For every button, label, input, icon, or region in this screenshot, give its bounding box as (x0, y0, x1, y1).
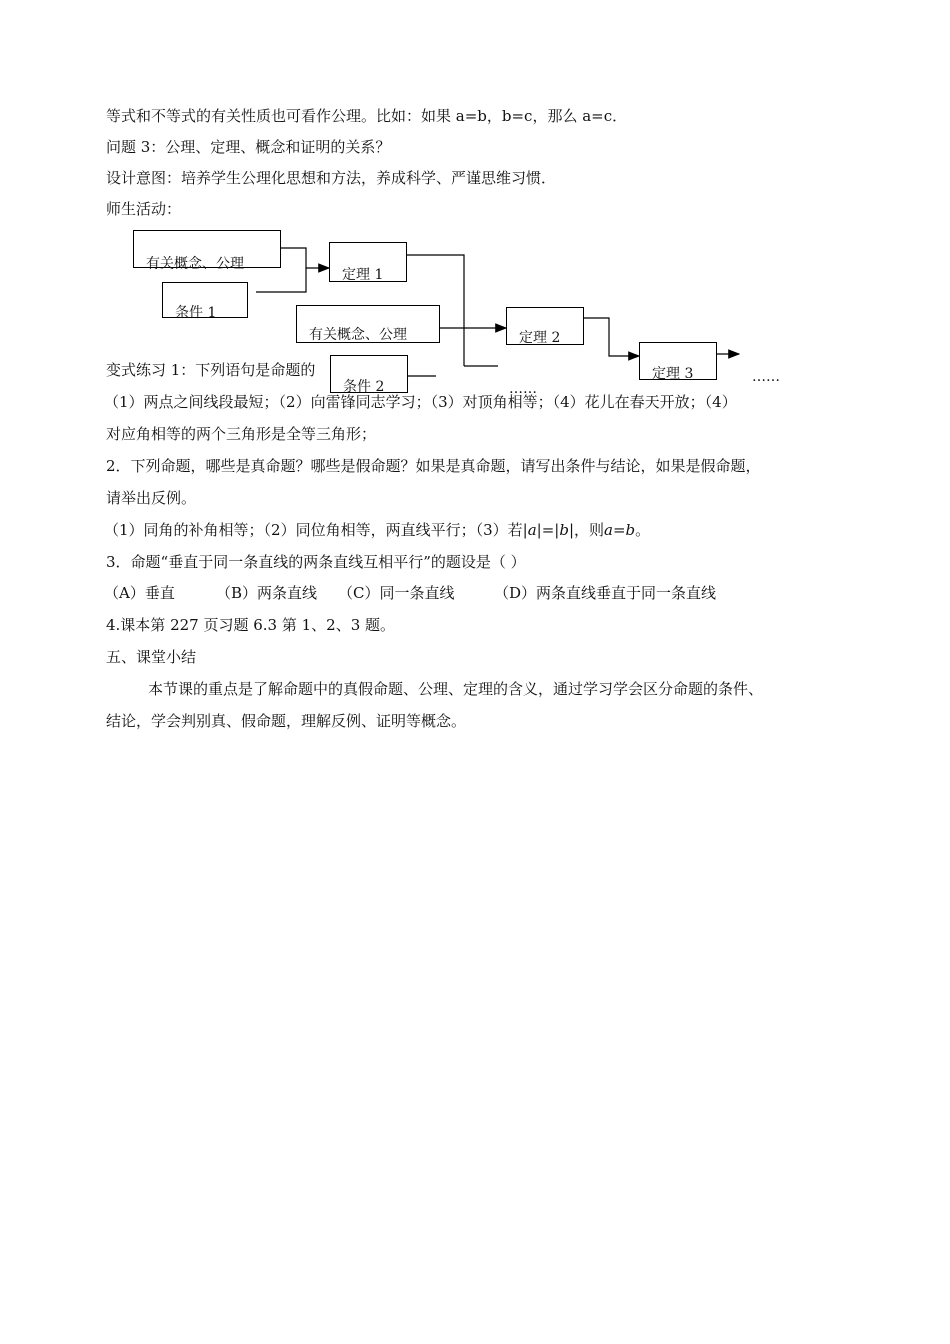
box-concept-axiom-1-label: 有关概念、公理 (146, 256, 244, 272)
box-theorem-3-label: 定理 3 (652, 366, 694, 382)
text-line-exercise-1-options: （1）两点之间线段最短；（2）向雷锋同志学习；（3）对顶角相等；（4）花儿在春天开放；（4） (104, 393, 737, 411)
box-condition-1 (162, 282, 248, 321)
option-c: （C）同一条直线 (338, 584, 455, 602)
var-a: a (527, 521, 537, 539)
diagram-ellipsis-end: …… (752, 369, 780, 385)
then-text: |，则 (568, 521, 604, 539)
option-a: （A）垂直 (104, 584, 175, 602)
var-a-equals-b: a=b (604, 521, 636, 539)
exercise-2-items-text: （1）同角的补角相等；（2）同位角相等，两直线平行；（3）若| (104, 521, 528, 539)
box-theorem-2 (506, 307, 584, 345)
text-line-question-3: 问题 3：公理、定理、概念和证明的关系？ (106, 138, 391, 156)
text-line-exercise-2: 2．下列命题，哪些是真命题？哪些是假命题？如果是真命题，请写出条件与结论，如果是假命题， (106, 457, 761, 475)
box-theorem-1-label: 定理 1 (342, 267, 384, 283)
text-line-homework: 4.课本第 227 页习题 6.3 第 1、2、3 题。 (106, 616, 396, 634)
text-line-activity: 师生活动： (106, 200, 182, 218)
box-theorem-1 (329, 242, 407, 282)
section-heading-summary: 五、课堂小结 (106, 648, 197, 666)
box-concept-axiom-2-label: 有关概念、公理 (309, 327, 407, 343)
text-line-summary-1: 本节课的重点是了解命题中的真假命题、公理、定理的含义，通过学习学会区分命题的条件、 (148, 680, 764, 698)
box-condition-2 (330, 355, 408, 393)
text-line-variant-exercise-1: 变式练习 1：下列语句是命题的 (106, 361, 316, 379)
diagram-ellipsis-middle: …… (509, 381, 537, 397)
period: 。 (635, 521, 651, 539)
text-line-design-intent: 设计意图：培养学生公理化思想和方法，养成科学、严谨思维习惯． (106, 169, 557, 187)
text-line-properties-axiom: 等式和不等式的有关性质也可看作公理。比如：如果 a=b，b=c，那么 a=c． (106, 107, 628, 125)
box-condition-2-label: 条件 2 (343, 379, 385, 395)
box-concept-axiom-2 (296, 305, 440, 343)
box-condition-1-label: 条件 1 (175, 305, 217, 321)
box-theorem-2-label: 定理 2 (519, 330, 561, 346)
text-line-summary-2: 结论，学会判别真、假命题，理解反例、证明等概念。 (106, 712, 467, 730)
var-b: b (559, 521, 569, 539)
text-line-exercise-3: 3．命题“垂直于同一条直线的两条直线互相平行”的题设是（ ） (106, 553, 526, 571)
text-line-exercise-2-items (104, 520, 650, 540)
text-line-exercise-2-cont: 请举出反例。 (106, 489, 197, 507)
box-theorem-3 (639, 342, 717, 380)
text-line-exercise-1-options-cont: 对应角相等的两个三角形是全等三角形； (106, 425, 377, 443)
flow-diagram-connectors (0, 0, 950, 420)
option-d: （D）两条直线垂直于同一条直线 (494, 584, 717, 602)
option-b: （B）两条直线 (216, 584, 318, 602)
abs-sep: |=| (536, 521, 560, 539)
box-concept-axiom-1 (133, 230, 281, 272)
